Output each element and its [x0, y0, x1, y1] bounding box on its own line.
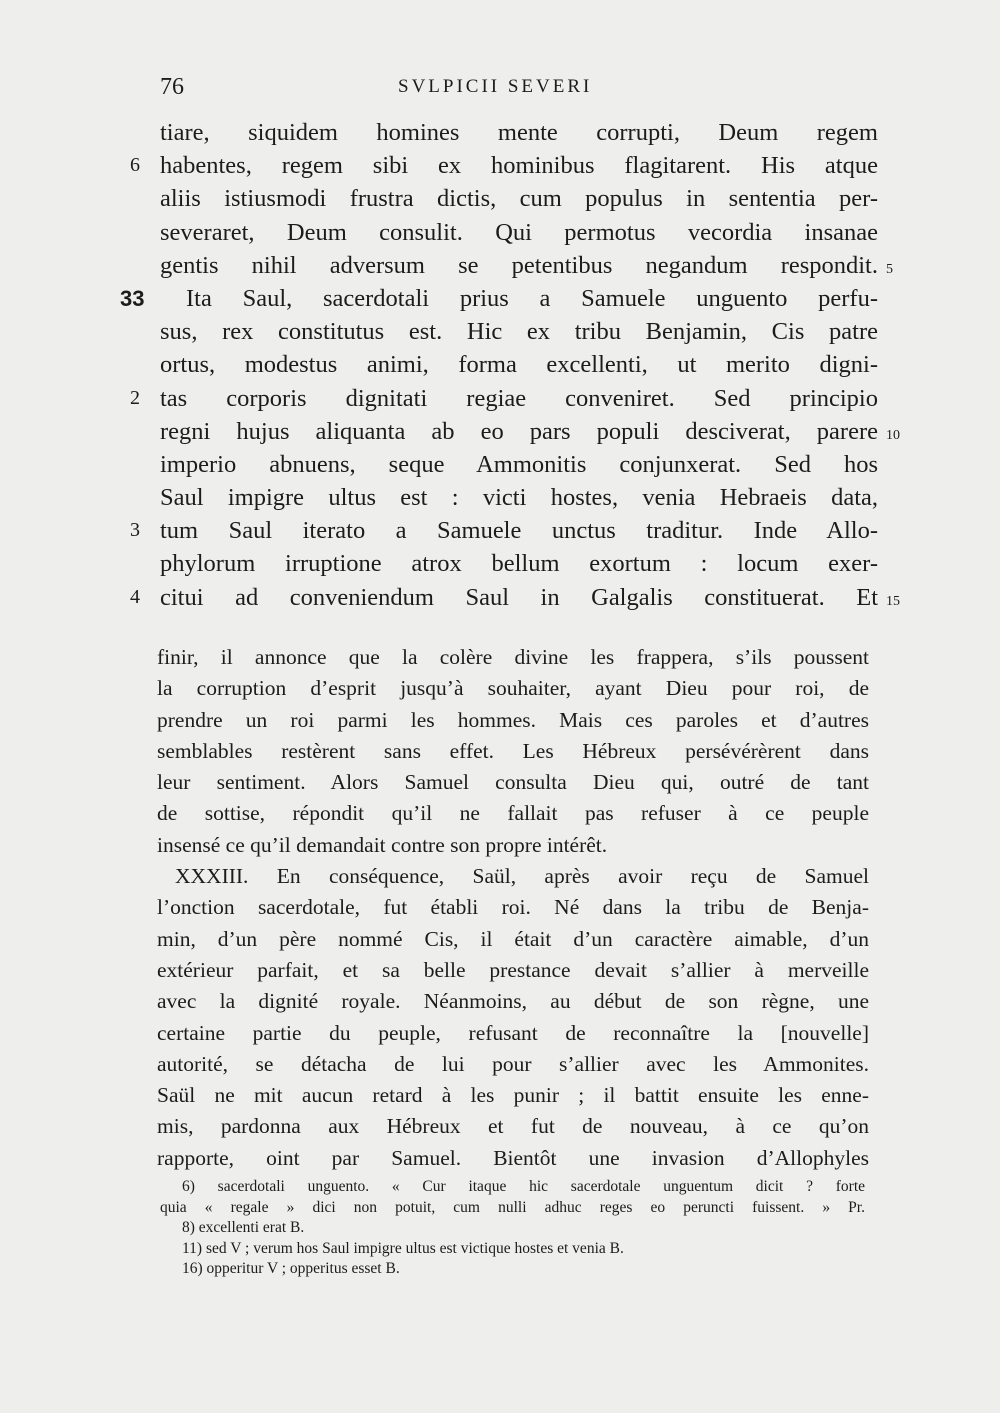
latin-line: 3 tum Saul iterato a Samuele unctus traditur. Inde Allo-: [160, 514, 878, 547]
latin-line: gentis nihil adversum se petentibus negandum respondit. 5: [160, 249, 878, 282]
french-line: extérieur parfait, et sa belle prestance devait s’allier à merveille: [157, 957, 869, 982]
latin-line: severaret, Deum consulit. Qui permotus vecordia insanae: [160, 218, 878, 246]
line-number: 15: [886, 593, 900, 609]
french-line: rapporte, oint par Samuel. Bientôt une invasion d’Allophyles: [157, 1145, 869, 1170]
french-line: insensé ce qu’il demandait contre son propre intérêt.: [157, 832, 608, 857]
footnote-line: 6) sacerdotali unguento. « Cur itaque hic sacerdotale unguentum dicit ? forte: [182, 1178, 865, 1195]
french-line: min, d’un père nommé Cis, il était d’un caractère aimable, d’un: [157, 926, 869, 951]
footnote-line: 11) sed V ; verum hos Saul impigre ultus est victique hostes et venia B.: [182, 1239, 624, 1257]
french-line: de sottise, répondit qu’il ne fallait pas refuser à ce peuple: [157, 801, 869, 826]
line-number: 10: [886, 427, 900, 443]
latin-line: 2 tas corporis dignitati regiae conveniret. Sed principio: [160, 382, 878, 415]
french-line: semblables restèrent sans effet. Les Hébreux persévérèrent dans: [157, 738, 869, 763]
latin-line: tiare, siquidem homines mente corrupti, Deum regem: [160, 119, 878, 146]
chapter-number: 33: [120, 285, 145, 311]
french-line: certaine partie du peuple, refusant de reconnaître la [nouvelle]: [157, 1020, 869, 1045]
latin-line: 6 habentes, regem sibi ex hominibus flagitarent. His atque: [160, 149, 878, 182]
latin-line: imperio abnuens, seque Ammonitis conjunxerat. Sed hos: [160, 450, 878, 478]
footnote-line: 8) excellenti erat B.: [182, 1219, 305, 1236]
footnote-line: 16) opperitur V ; opperitus esset B.: [182, 1260, 400, 1277]
footnote-line: quia « regale » dici non potuit, cum nulli adhuc reges eo perunctі fuissent. » Pr.: [160, 1198, 865, 1216]
running-head: [160, 74, 880, 102]
latin-line: phylorum irruptione atrox bellum exortum : locum exer-: [160, 550, 878, 578]
running-title: SVLPICII SEVERI: [398, 76, 593, 97]
french-line: leur sentiment. Alors Samuel consulta Dieu qui, outré de tant: [157, 770, 869, 795]
french-translation: [157, 642, 869, 1174]
french-line: prendre un roi parmi les hommes. Mais ces paroles et d’autres: [157, 707, 869, 732]
line-number: 5: [886, 261, 893, 277]
latin-line: 4 citui ad conveniendum Saul in Galgalis constituerat. Et 15: [160, 581, 878, 614]
french-line: finir, il annonce que la colère divine les frappera, s’ils poussent: [157, 645, 869, 669]
latin-line: sus, rex constitutus est. Hic ex tribu Benjamin, Cis patre: [160, 318, 878, 346]
verse-number: 4: [130, 585, 140, 608]
french-line: mis, pardonna aux Hébreux et fut de nouveau, à ce qu’on: [157, 1114, 869, 1139]
french-line: la corruption d’esprit jusqu’à souhaiter, ayant Dieu pour roi, de: [157, 676, 869, 701]
latin-line: 33 Ita Saul, sacerdotali prius a Samuele unguento perfu-: [160, 282, 878, 315]
french-line: avec la dignité royale. Néanmoins, au début de son règne, une: [157, 989, 869, 1014]
verse-number: 6: [130, 154, 140, 177]
footnotes: [160, 1177, 865, 1280]
latin-line: ortus, modestus animi, forma excellenti, ut merito digni-: [160, 351, 878, 379]
french-line: l’onction sacerdotale, fut établi roi. Né dans la tribu de Benja-: [157, 895, 869, 920]
french-line: autorité, se détacha de lui pour s’allier avec les Ammonites.: [157, 1051, 869, 1076]
french-line: Saül ne mit aucun retard à les punir ; il battit ensuite les enne-: [157, 1083, 869, 1108]
page-number: 76: [160, 74, 184, 100]
latin-line: regni hujus aliquanta ab eo pars populi desciverat, parere 10: [160, 415, 878, 448]
latin-line: aliis istiusmodi frustra dictis, cum populus in sententia per-: [160, 185, 878, 213]
verse-number: 3: [130, 519, 140, 542]
french-line: XXXIII. En conséquence, Saül, après avoir reçu de Samuel: [175, 864, 869, 889]
latin-text-block: [120, 116, 900, 614]
verse-number: 2: [130, 386, 140, 409]
latin-line: Saul impigre ultus est : victi hostes, venia Hebraeis data,: [160, 484, 878, 512]
